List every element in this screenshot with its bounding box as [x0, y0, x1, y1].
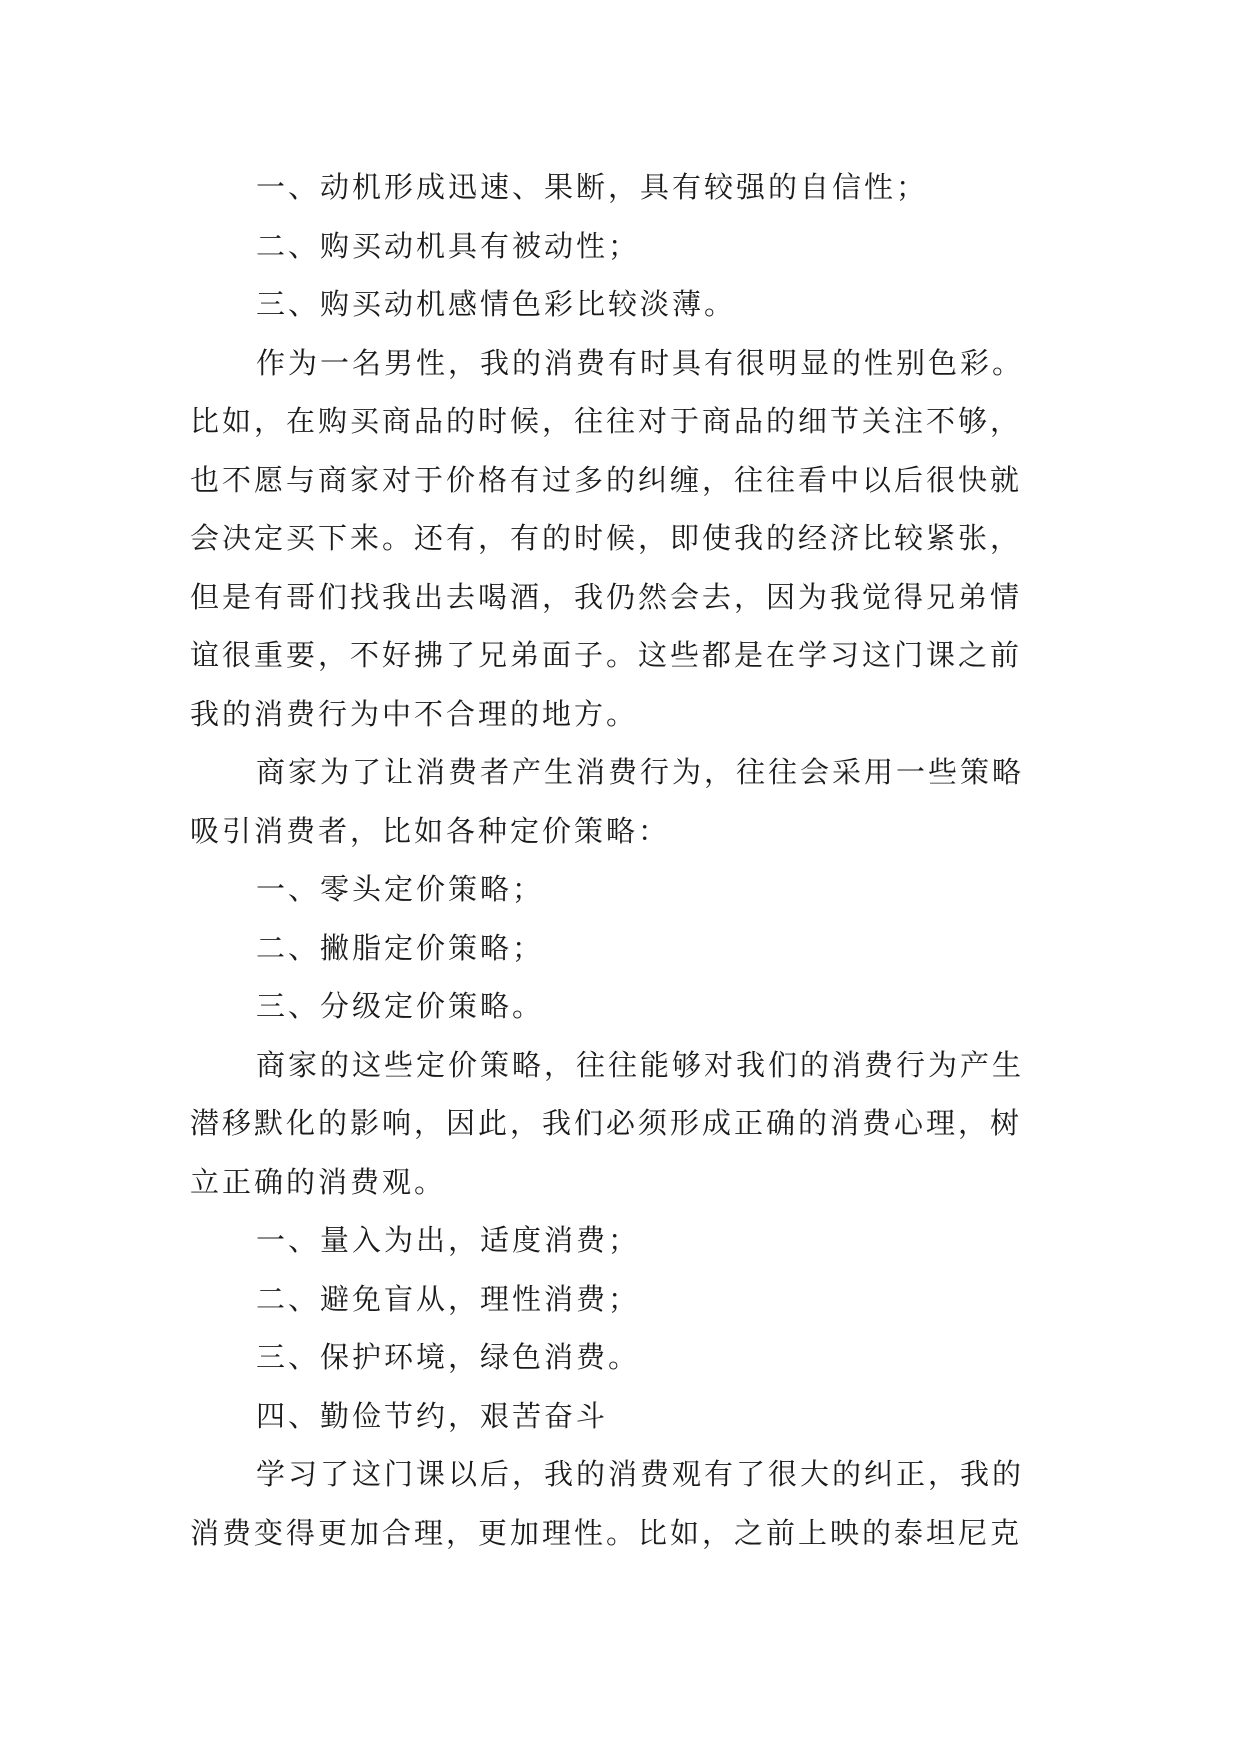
text-line: 立正确的消费观。	[190, 1164, 447, 1199]
text-line: 三、保护环境，绿色消费。	[256, 1340, 641, 1374]
text-line: 商家为了让消费者产生消费行为，往往会采用一些策略	[256, 755, 1025, 789]
text-line: 比如，在购买商品的时候，往往对于商品的细节关注不够，	[190, 404, 1023, 438]
text-line: 四、勤俭节约，艰苦奋斗	[256, 1398, 609, 1433]
text-line: 但是有哥们找我出去喝酒，我仍然会去，因为我觉得兄弟情	[190, 579, 1023, 614]
text-line: 二、撇脂定价策略；	[256, 930, 545, 965]
text-line: 潜移默化的影响，因此，我们必须形成正确的消费心理，树	[190, 1106, 1023, 1140]
text-line: 二、避免盲从，理性消费；	[256, 1281, 641, 1316]
text-line: 三、分级定价策略。	[256, 989, 545, 1023]
text-line: 一、动机形成迅速、果断，具有较强的自信性；	[256, 170, 929, 204]
text-line: 学习了这门课以后，我的消费观有了很大的纠正，我的	[256, 1457, 1025, 1491]
text-line: 谊很重要，不好拂了兄弟面子。这些都是在学习这门课之前	[190, 638, 1023, 672]
document-body	[190, 158, 1050, 1562]
text-line: 也不愿与商家对于价格有过多的纠缠，往往看中以后很快就	[190, 462, 1023, 497]
text-line: 一、零头定价策略；	[256, 872, 545, 906]
text-line: 我的消费行为中不合理的地方。	[190, 696, 639, 731]
text-line: 商家的这些定价策略，往往能够对我们的消费行为产生	[256, 1047, 1025, 1082]
text-line: 一、量入为出，适度消费；	[256, 1223, 641, 1257]
text-line: 会决定买下来。还有，有的时候，即使我的经济比较紧张，	[190, 521, 1023, 555]
text-line: 二、购买动机具有被动性；	[256, 228, 641, 263]
text-line: 作为一名男性，我的消费有时具有很明显的性别色彩。	[256, 345, 1025, 380]
text-line: 三、购买动机感情色彩比较淡薄。	[256, 287, 737, 321]
text-line: 吸引消费者，比如各种定价策略：	[190, 813, 671, 848]
text-line: 消费变得更加合理，更加理性。比如，之前上映的泰坦尼克	[190, 1515, 1023, 1550]
